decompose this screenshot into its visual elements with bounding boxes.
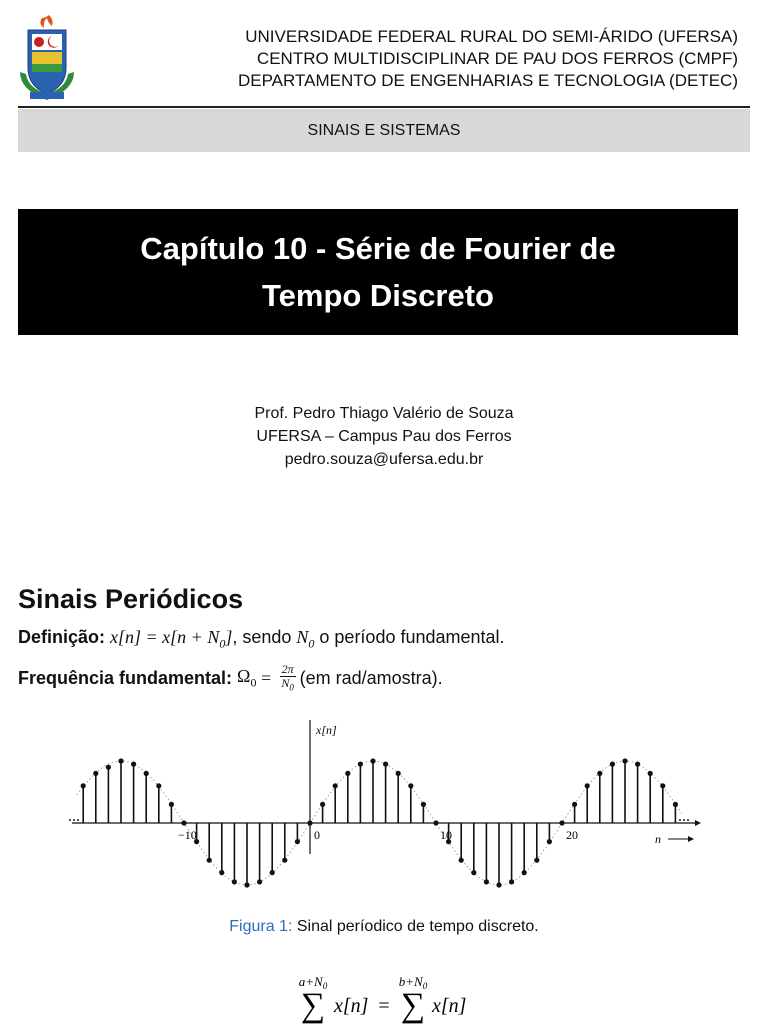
author-affiliation: UFERSA – Campus Pau dos Ferros [256, 428, 512, 445]
stem-point [471, 870, 476, 875]
tick-label: 0 [314, 828, 320, 842]
ufersa-logo [14, 12, 80, 104]
stem-point [522, 870, 527, 875]
definition-label: Definição: [18, 627, 106, 647]
center-name: CENTRO MULTIDISCIPLINAR DE PAU DOS FERROS (CMPF) [256, 49, 738, 68]
author-block [0, 402, 768, 471]
stem-point [433, 820, 438, 825]
author-name: Prof. Pedro Thiago Valério de Souza [254, 405, 514, 422]
stem-point [622, 758, 627, 763]
sum-sign-right: ∑ [400, 987, 426, 1024]
stem-point [635, 762, 640, 767]
caption-text: Sinal períodico de tempo discreto. [292, 918, 539, 935]
definition-var: $N_0$ [296, 627, 315, 651]
stem-point [648, 771, 653, 776]
stem-point [547, 839, 552, 844]
institution-header [238, 26, 738, 92]
frequency-symbol: $\Omega_0$ [237, 666, 257, 690]
sum-upper-left: $a+N_0$ [298, 974, 328, 991]
stem-point [118, 758, 123, 763]
sum-term-left: x[n] [334, 995, 369, 1017]
fraction-denominator: $N_0$ [281, 676, 294, 693]
equals-sign: = [378, 995, 390, 1017]
sum-upper-right: $b+N_0$ [398, 974, 428, 991]
stem-point [156, 783, 161, 788]
stem-point [207, 858, 212, 863]
stem-point [509, 879, 514, 884]
stem-point [484, 879, 489, 884]
stem-point [131, 762, 136, 767]
stem-point [383, 762, 388, 767]
stem-point [181, 820, 186, 825]
x-label-arrowhead [688, 836, 694, 842]
stem-plot [0, 714, 768, 904]
department-name: DEPARTAMENTO DE ENGENHARIAS E TECNOLOGIA (DETEC) [237, 71, 738, 90]
x-axis-label: n [655, 832, 661, 846]
stem-point [408, 783, 413, 788]
summation-formula [0, 970, 768, 1024]
stem-point [610, 762, 615, 767]
frequency-line [18, 663, 443, 694]
tick-label: 20 [566, 828, 578, 842]
stem-point [307, 820, 312, 825]
stem-point [282, 858, 287, 863]
sum-term-right: x[n] [432, 995, 467, 1017]
x-axis-arrow [695, 820, 701, 826]
stem-point [270, 870, 275, 875]
stem-point [534, 858, 539, 863]
chapter-title-line1: Capítulo 10 - Série de Fourier de [140, 231, 616, 266]
frequency-equals: = [256, 668, 276, 689]
stem-point [572, 802, 577, 807]
figure-caption [0, 918, 768, 936]
stem-point [421, 802, 426, 807]
frequency-tail: (em rad/amostra). [299, 668, 443, 689]
tick-label: 10 [440, 828, 452, 842]
header-divider [18, 106, 750, 108]
stem-point [597, 771, 602, 776]
caption-label: Figura 1: [229, 918, 293, 935]
stem-point [673, 802, 678, 807]
stem-point [358, 762, 363, 767]
fraction-numerator: 2π [281, 662, 294, 676]
y-axis-label: x[n] [316, 723, 337, 737]
stem-point [144, 771, 149, 776]
stem-point [232, 879, 237, 884]
frequency-label: Frequência fundamental: [18, 668, 233, 689]
university-name: UNIVERSIDADE FEDERAL RURAL DO SEMI-ÁRIDO (UFERSA) [245, 27, 738, 46]
stem-point [106, 765, 111, 770]
frequency-fraction [280, 663, 296, 694]
definition-text: , sendo [232, 627, 297, 647]
chapter-title-line2: Tempo Discreto [262, 278, 494, 313]
stem-point [585, 783, 590, 788]
stem-point [219, 870, 224, 875]
stem-point [459, 858, 464, 863]
stem-point [295, 839, 300, 844]
stem-point [345, 771, 350, 776]
stem-point [81, 783, 86, 788]
course-bar [18, 109, 750, 152]
stem-point [370, 758, 375, 763]
stem-point [320, 802, 325, 807]
stem-point [333, 783, 338, 788]
section-title: Sinais Periódicos [18, 584, 244, 614]
stem-point [169, 802, 174, 807]
stem-point [244, 882, 249, 887]
stem-point [496, 882, 501, 887]
definition-tail: o período fundamental. [314, 627, 505, 647]
author-email: pedro.souza@ufersa.edu.br [284, 451, 484, 468]
sum-sign-left: ∑ [300, 987, 326, 1024]
course-title: SINAIS E SISTEMAS [307, 121, 461, 139]
stem-point [396, 771, 401, 776]
ellipsis-right: ... [678, 808, 690, 825]
definition-math: $x[n] = x[n + N_0]$ [110, 627, 233, 651]
stem-point [559, 820, 564, 825]
chapter-title-bar [18, 209, 738, 335]
stem-point [660, 783, 665, 788]
tick-label: −10 [178, 828, 197, 842]
definition-line [18, 627, 505, 652]
stem-point [257, 879, 262, 884]
stem-point [93, 771, 98, 776]
ellipsis-left: ... [68, 808, 80, 825]
